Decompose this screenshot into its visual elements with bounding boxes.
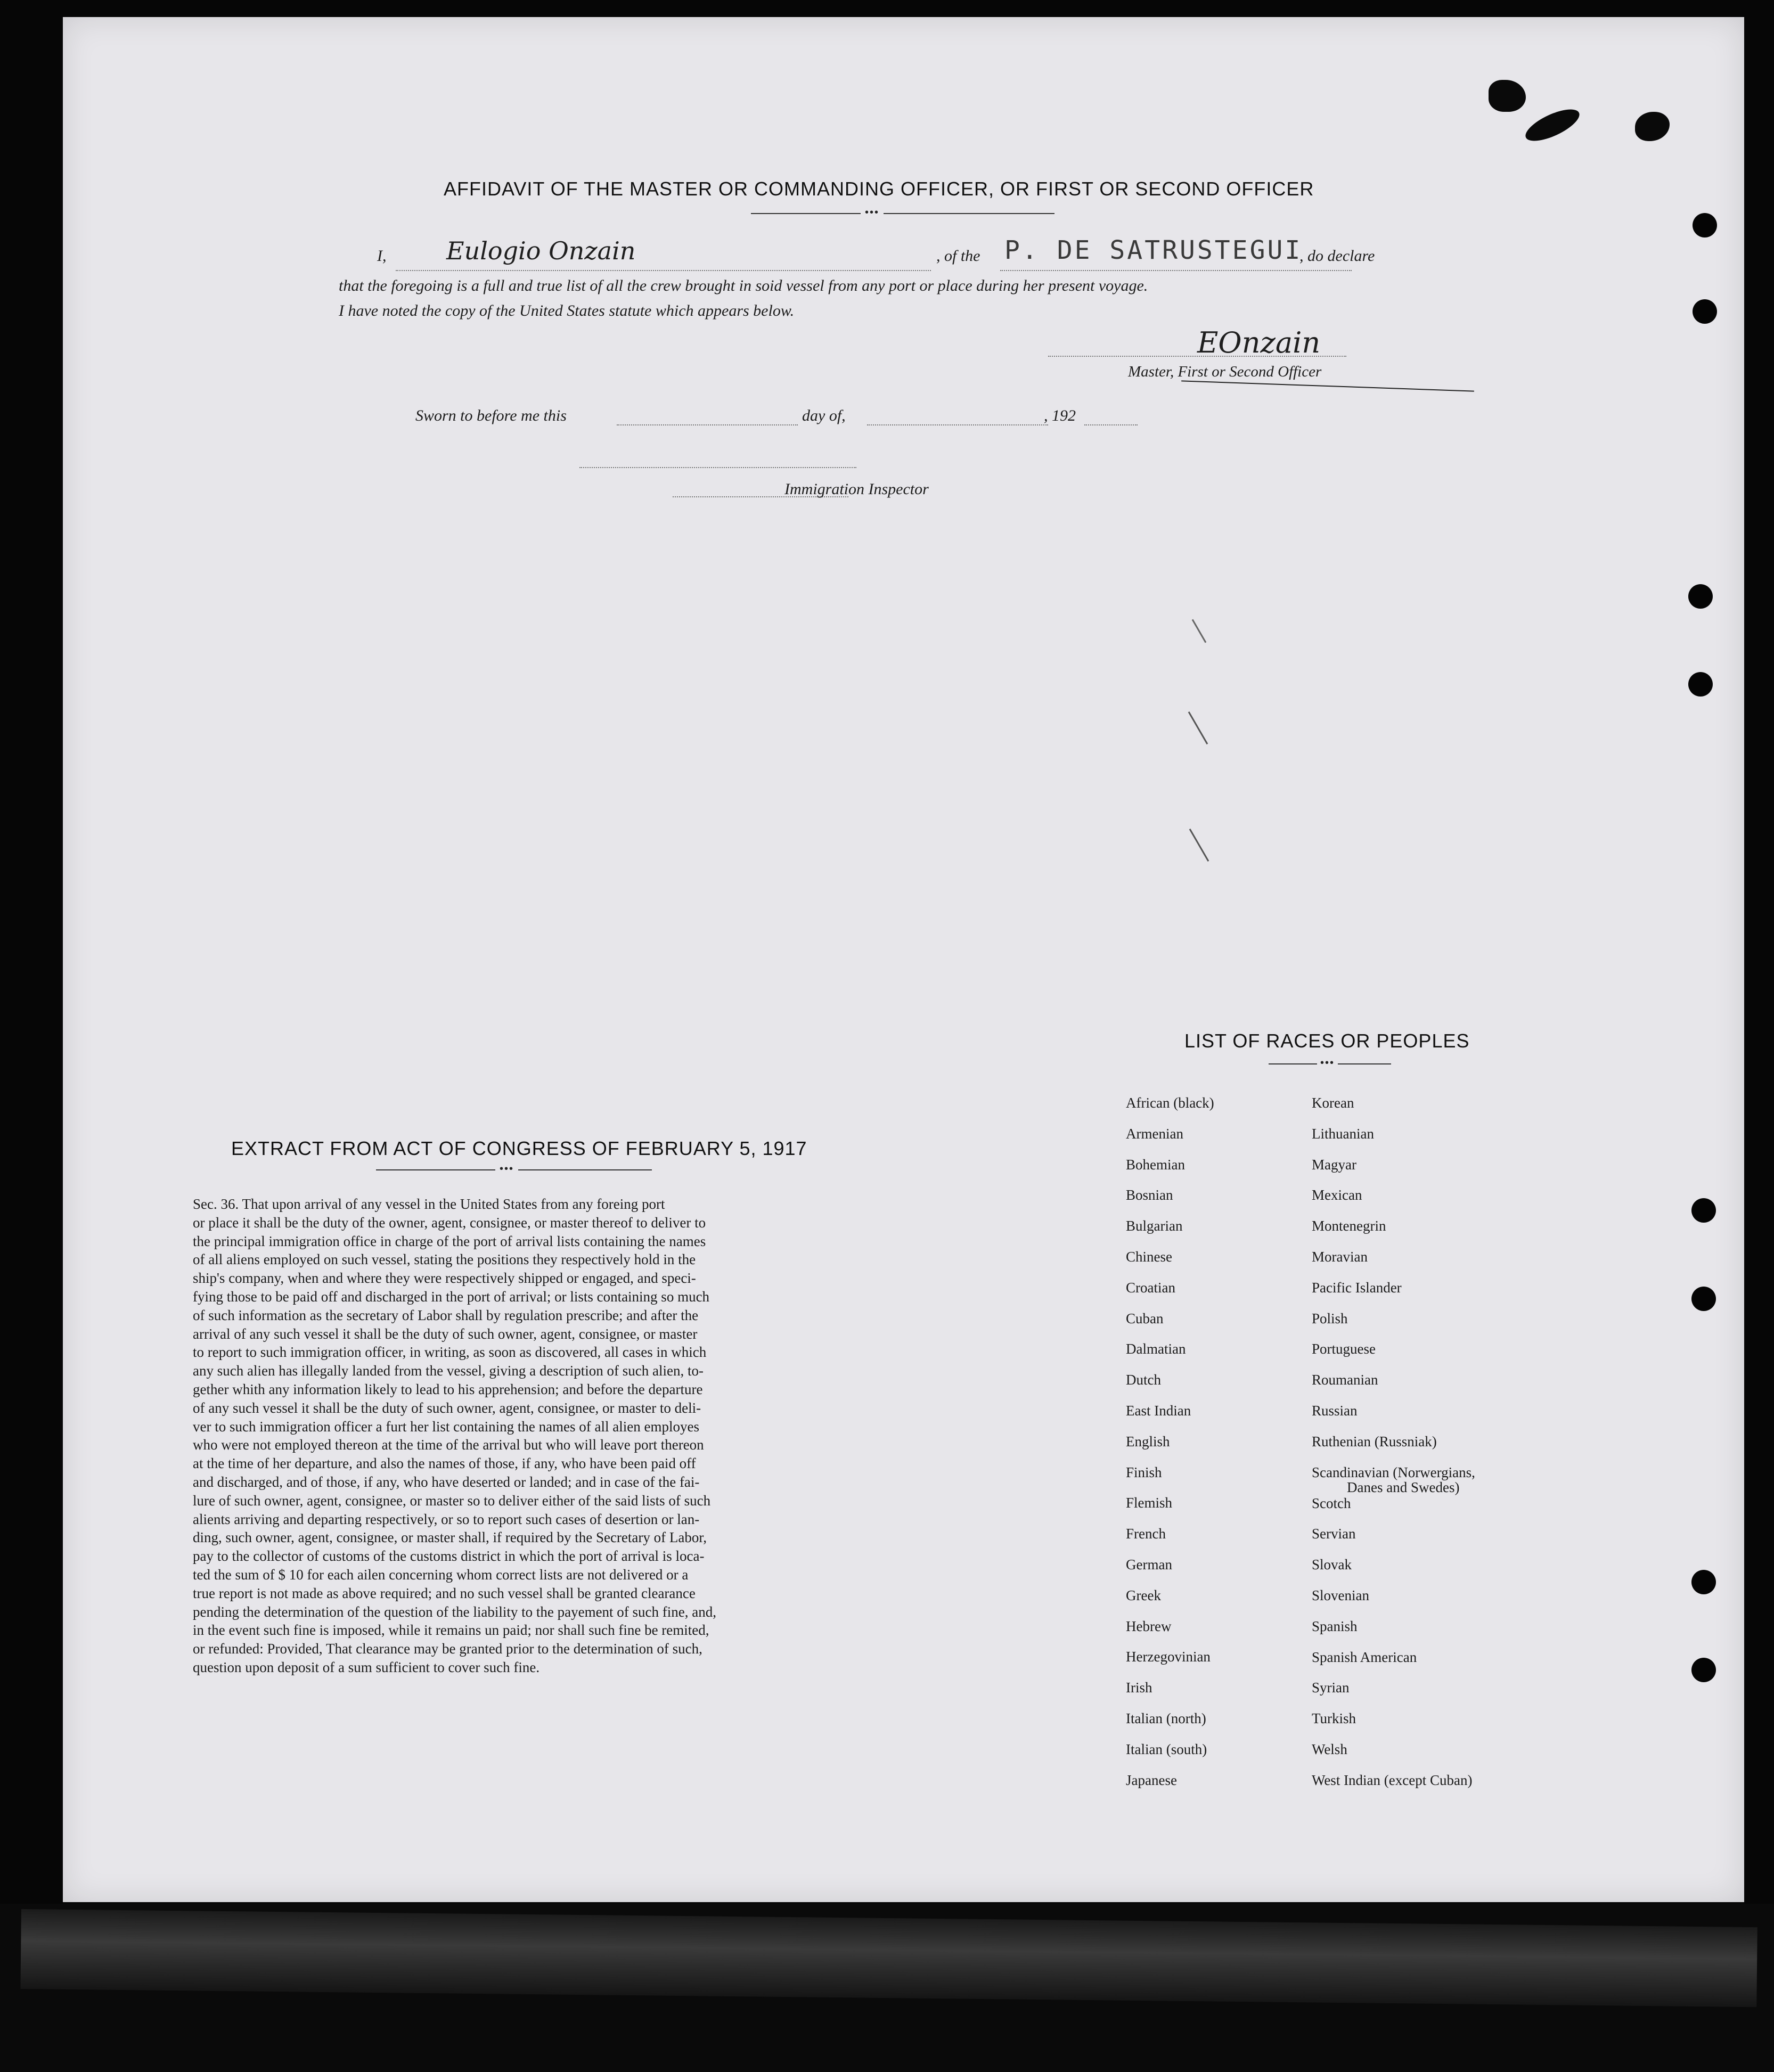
scan-mark bbox=[1192, 619, 1207, 643]
race-item: Italian (south) bbox=[1126, 1741, 1207, 1757]
extract-title: EXTRACT FROM ACT OF CONGRESS OF FEBRUARY 5, 1917 bbox=[231, 1137, 807, 1159]
race-item: Bulgarian bbox=[1126, 1218, 1183, 1234]
vessel-name-line bbox=[1000, 270, 1352, 271]
extract-line: of such information as the secretary of Labor shall by regulation prescribe; and after the bbox=[193, 1307, 699, 1323]
extract-line: to report to such immigration officer, in writing, as soon as discovered, all cases in which bbox=[193, 1344, 707, 1361]
punch-hole bbox=[1693, 299, 1717, 324]
sworn-text-1: Sworn to before me this bbox=[415, 407, 567, 424]
race-item: Polish bbox=[1312, 1310, 1348, 1326]
extract-line: in the event such fine is imposed, while it remains un paid; nor shall such fine be remited, bbox=[193, 1622, 709, 1639]
race-item: Ruthenian (Russniak) bbox=[1312, 1433, 1437, 1449]
race-item: English bbox=[1126, 1433, 1170, 1449]
extract-line: at the time of her departure, and also the names of those, if any, who have been paid off bbox=[193, 1455, 696, 1472]
extract-line: the principal immigration office in charge of the port of arrival lists containing the names bbox=[193, 1233, 706, 1249]
extract-line: ding, such owner, agent, consignee, or master shall, if required by the Secretary of Labor, bbox=[193, 1529, 707, 1546]
vessel-name-stamp: P. DE SATRUSTEGUI bbox=[1004, 235, 1303, 265]
race-item: Turkish bbox=[1312, 1710, 1356, 1727]
punch-hole bbox=[1691, 1570, 1716, 1594]
extract-line: alients arriving and departing respectively, or so to report such cases of desertion or lan- bbox=[193, 1511, 700, 1527]
extract-line: gether whith any information likely to lead to his apprehension; and before the departure bbox=[193, 1381, 703, 1397]
race-item: Japanese bbox=[1126, 1772, 1177, 1788]
extract-line: or refunded: Provided, That clearance may be granted prior to the determination of such, bbox=[193, 1641, 702, 1657]
extract-line: pending the determination of the question of the liability to the payement of such fine, and, bbox=[193, 1603, 716, 1620]
race-item: Bosnian bbox=[1126, 1187, 1173, 1203]
sworn-day-line bbox=[617, 424, 798, 425]
race-item: Lithuanian bbox=[1312, 1125, 1374, 1142]
race-item: Pacific Islander bbox=[1312, 1279, 1402, 1296]
race-item: Scotch bbox=[1312, 1495, 1351, 1511]
sworn-month-line bbox=[867, 424, 1048, 425]
race-item: Servian bbox=[1312, 1526, 1356, 1542]
race-item: Dutch bbox=[1126, 1372, 1161, 1388]
affidavit-do-declare: , do declare bbox=[1299, 247, 1375, 265]
race-item: Croatian bbox=[1126, 1279, 1175, 1296]
signature-handwritten: EOnzain bbox=[1197, 326, 1321, 359]
extract-line: pay to the collector of customs of the customs district in which the port of arrival is loca- bbox=[193, 1548, 705, 1565]
race-item: Korean bbox=[1312, 1095, 1354, 1111]
extract-line: lure of such owner, agent, consignee, or master so to deliver either of the said lists of such bbox=[193, 1492, 711, 1509]
scan-mark bbox=[1189, 829, 1209, 862]
race-item: East Indian bbox=[1126, 1403, 1191, 1419]
extract-line: arrival of any such vessel it shall be the duty of such owner, agent, consignee, or master bbox=[193, 1325, 698, 1342]
inspector-signature-line bbox=[579, 467, 856, 468]
affidavit-ornament: ••• bbox=[861, 207, 884, 219]
race-item: Irish bbox=[1126, 1680, 1152, 1696]
document-page bbox=[63, 17, 1744, 1902]
extract-line: Sec. 36. That upon arrival of any vessel in the United States from any foreing port bbox=[193, 1196, 665, 1212]
race-item: Syrian bbox=[1312, 1680, 1350, 1696]
punch-hole bbox=[1691, 1658, 1716, 1682]
races-title: LIST OF RACES OR PEOPLES bbox=[1184, 1030, 1470, 1052]
race-item: Flemish bbox=[1126, 1495, 1173, 1511]
races-ornament: ••• bbox=[1317, 1057, 1338, 1069]
extract-line: who were not employed thereon at the time of the arrival but who will leave port thereon bbox=[193, 1437, 704, 1453]
race-item: Spanish bbox=[1312, 1618, 1358, 1634]
race-item: Slovenian bbox=[1312, 1587, 1369, 1603]
race-item: German bbox=[1126, 1557, 1172, 1573]
race-item: Italian (north) bbox=[1126, 1710, 1206, 1726]
race-item: Welsh bbox=[1312, 1741, 1347, 1757]
signature-underline bbox=[1181, 380, 1474, 391]
scan-mark bbox=[1188, 711, 1208, 744]
affidavit-title-rule bbox=[751, 213, 1054, 214]
master-name-line bbox=[396, 270, 931, 271]
extract-line: true report is not made as above required; and no such vessel shall be granted clearance bbox=[193, 1585, 696, 1601]
race-item: Cuban bbox=[1126, 1310, 1164, 1326]
sworn-year-line bbox=[1084, 424, 1138, 425]
race-item: Moravian bbox=[1312, 1249, 1368, 1265]
extract-line: or place it shall be the duty of the owner, agent, consignee, or master thereof to deliver to bbox=[193, 1214, 706, 1231]
extract-body bbox=[193, 1195, 897, 1677]
race-item: Russian bbox=[1312, 1403, 1358, 1419]
extract-line: ted the sum of $ 10 for each ailen concerning whom correct lists are not delivered or a bbox=[193, 1566, 689, 1583]
affidavit-line-2: that the foregoing is a full and true list of all the crew brought in soid vessel from any port or place during her present voyage. bbox=[339, 277, 1148, 294]
affidavit-pronoun: I, bbox=[377, 247, 387, 265]
race-item: Danes and Swedes) bbox=[1347, 1479, 1460, 1495]
affidavit-of-the: , of the bbox=[936, 247, 980, 265]
extract-ornament: ••• bbox=[495, 1163, 518, 1175]
race-item: Chinese bbox=[1126, 1249, 1172, 1265]
extract-line: ship's company, when and where they were respectively shipped or engaged, and speci- bbox=[193, 1270, 696, 1287]
race-item: Hebrew bbox=[1126, 1618, 1172, 1634]
race-item: Scandinavian (Norwergians, bbox=[1312, 1464, 1475, 1480]
extract-line: question upon deposit of a sum sufficient to cover such fine. bbox=[193, 1659, 540, 1675]
master-name-handwritten: Eulogio Onzain bbox=[446, 236, 636, 265]
race-item: Bohemian bbox=[1126, 1156, 1185, 1173]
punch-hole bbox=[1693, 213, 1717, 237]
race-item: Armenian bbox=[1126, 1125, 1183, 1142]
race-item: African (black) bbox=[1126, 1095, 1214, 1111]
race-item: Finish bbox=[1126, 1464, 1162, 1480]
race-item: Dalmatian bbox=[1126, 1341, 1186, 1357]
race-item: Slovak bbox=[1312, 1557, 1352, 1573]
extract-line: ver to such immigration officer a furt her list containing the names of all alien employes bbox=[193, 1418, 699, 1435]
race-item: Roumanian bbox=[1312, 1372, 1378, 1388]
extract-line: of any such vessel it shall be the duty of such owner, agent, consignee, or master to deli- bbox=[193, 1399, 701, 1416]
punch-hole bbox=[1691, 1198, 1716, 1223]
affidavit-title: AFFIDAVIT OF THE MASTER OR COMMANDING OFFICER, OR FIRST OR SECOND OFFICER bbox=[444, 178, 1314, 200]
extract-line: any such alien has illegally landed from the vessel, giving a description of such alien, to- bbox=[193, 1363, 704, 1379]
sworn-text-2: day of, bbox=[802, 407, 846, 424]
sworn-text-3: , 192 bbox=[1044, 407, 1076, 424]
punch-hole bbox=[1688, 672, 1713, 697]
race-item: Montenegrin bbox=[1312, 1218, 1386, 1234]
punch-hole bbox=[1688, 584, 1713, 609]
signature-caption: Master, First or Second Officer bbox=[1128, 363, 1322, 380]
race-item: Greek bbox=[1126, 1587, 1161, 1603]
affidavit-line-3: I have noted the copy of the United States statute which appears below. bbox=[339, 302, 795, 320]
extract-line: fying those to be paid off and discharged in the port of arrival; or lists containing so much bbox=[193, 1288, 710, 1305]
extract-line: of all aliens employed on such vessel, stating the positions they respectively hold in the bbox=[193, 1251, 696, 1268]
race-item: Herzegovinian bbox=[1126, 1649, 1211, 1665]
race-item: Portuguese bbox=[1312, 1341, 1376, 1357]
race-item: Mexican bbox=[1312, 1187, 1362, 1203]
race-item: French bbox=[1126, 1526, 1166, 1542]
race-item: West Indian (except Cuban) bbox=[1312, 1772, 1473, 1788]
punch-hole bbox=[1691, 1287, 1716, 1311]
race-item: Spanish American bbox=[1312, 1649, 1417, 1665]
inspector-caption: Immigration Inspector bbox=[784, 480, 929, 498]
race-item: Magyar bbox=[1312, 1156, 1356, 1173]
extract-line: and discharged, and of those, if any, who have deserted or landed; and in case of the fai- bbox=[193, 1473, 700, 1490]
